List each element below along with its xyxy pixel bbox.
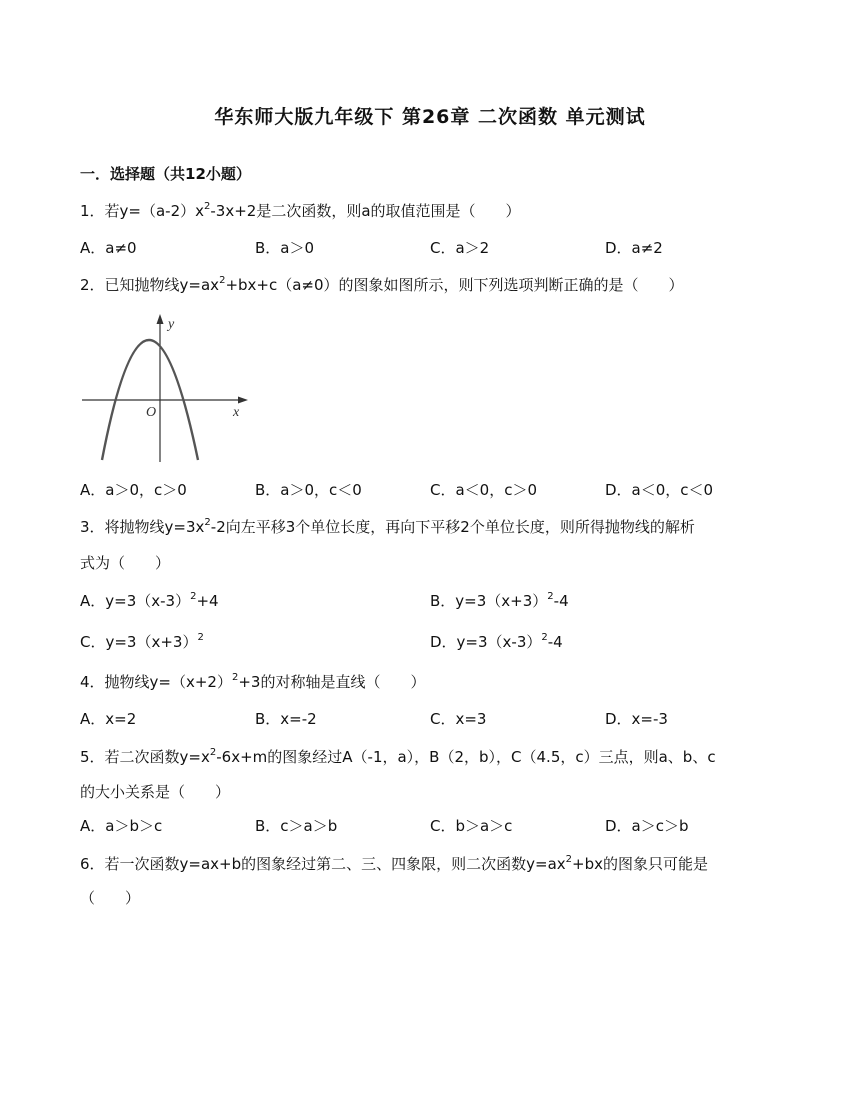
question-6: 6．若一次函数y=ax+b的图象经过第二、三、四象限，则二次函数$y=ax^2+bx$的图象只可能是	[80, 854, 709, 873]
q1-option-b: B．a＞0	[255, 239, 315, 257]
q4-option-b: B．x=-2	[255, 710, 317, 728]
question-2: 2．已知抛物线$y=ax^2+bx+c(a\ne 0)$的图象如图所示，则下列选项判断正确的是（ ）	[80, 275, 684, 294]
q3-option-c: C．$y=3(x+3)^2$	[80, 632, 204, 651]
question-3: 3．将抛物线$y=3x^2-2$向左平移3个单位长度，再向下平移2个单位长度，则所得抛物线的解析	[80, 517, 695, 536]
y-axis-label: y	[168, 317, 175, 332]
question-4: 4．抛物线$y=(x+2)^2+3$的对称轴是直线（ ）	[80, 672, 426, 691]
q2-option-d: D．a＜0，c＜0	[605, 481, 714, 499]
q3-option-a: A．$y=3(x-3)^2+4$	[80, 591, 219, 610]
q3-option-d: D．$y=3(x-3)^2-4$	[430, 632, 563, 651]
section-heading: 一．选择题（共12小题）	[80, 165, 251, 183]
y-axis-arrow	[157, 314, 164, 324]
q1-option-a: A．a≠0	[80, 239, 137, 257]
q5-option-b: B．c＞a＞b	[255, 817, 338, 835]
page-title: 华东师大版九年级下 第26章 二次函数 单元测试	[214, 106, 646, 128]
q5-option-a: A．a＞b＞c	[80, 817, 163, 835]
question-1: 1．若$y=(a-2)x^2-3x+2$是二次函数，则a的取值范围是（ ）	[80, 201, 521, 220]
origin-label: O	[146, 405, 157, 420]
question-6-line-2: （ ）	[80, 889, 141, 907]
q2-option-c: C．a＜0，c＞0	[430, 481, 537, 499]
question-5: 5．若二次函数$y=x^2-6x+m$的图象经过A（-1，a），B（2，b），C（4.5，c）三点，则a、b、c	[80, 747, 716, 766]
x-axis-label: x	[233, 405, 240, 420]
q4-option-d: D．x=-3	[605, 710, 668, 728]
question-5-line-2: 的大小关系是（ ）	[80, 783, 231, 801]
q2-option-a: A．a＞0，c＞0	[80, 481, 187, 499]
q5-option-d: D．a＞c＞b	[605, 817, 689, 835]
q5-option-c: C．b＞a＞c	[430, 817, 513, 835]
q2-option-b: B．a＞0，c＜0	[255, 481, 362, 499]
x-axis-arrow	[238, 397, 248, 404]
q3-option-b: B．$y=3(x+3)^2-4$	[430, 591, 569, 610]
q4-option-c: C．x=3	[430, 710, 487, 728]
question-3-line-2: 式为（ ）	[80, 554, 171, 572]
q1-option-d: D．a≠2	[605, 239, 663, 257]
q4-option-a: A．x=2	[80, 710, 137, 728]
q1-option-c: C．a＞2	[430, 239, 490, 257]
parabola-graph	[80, 312, 255, 467]
